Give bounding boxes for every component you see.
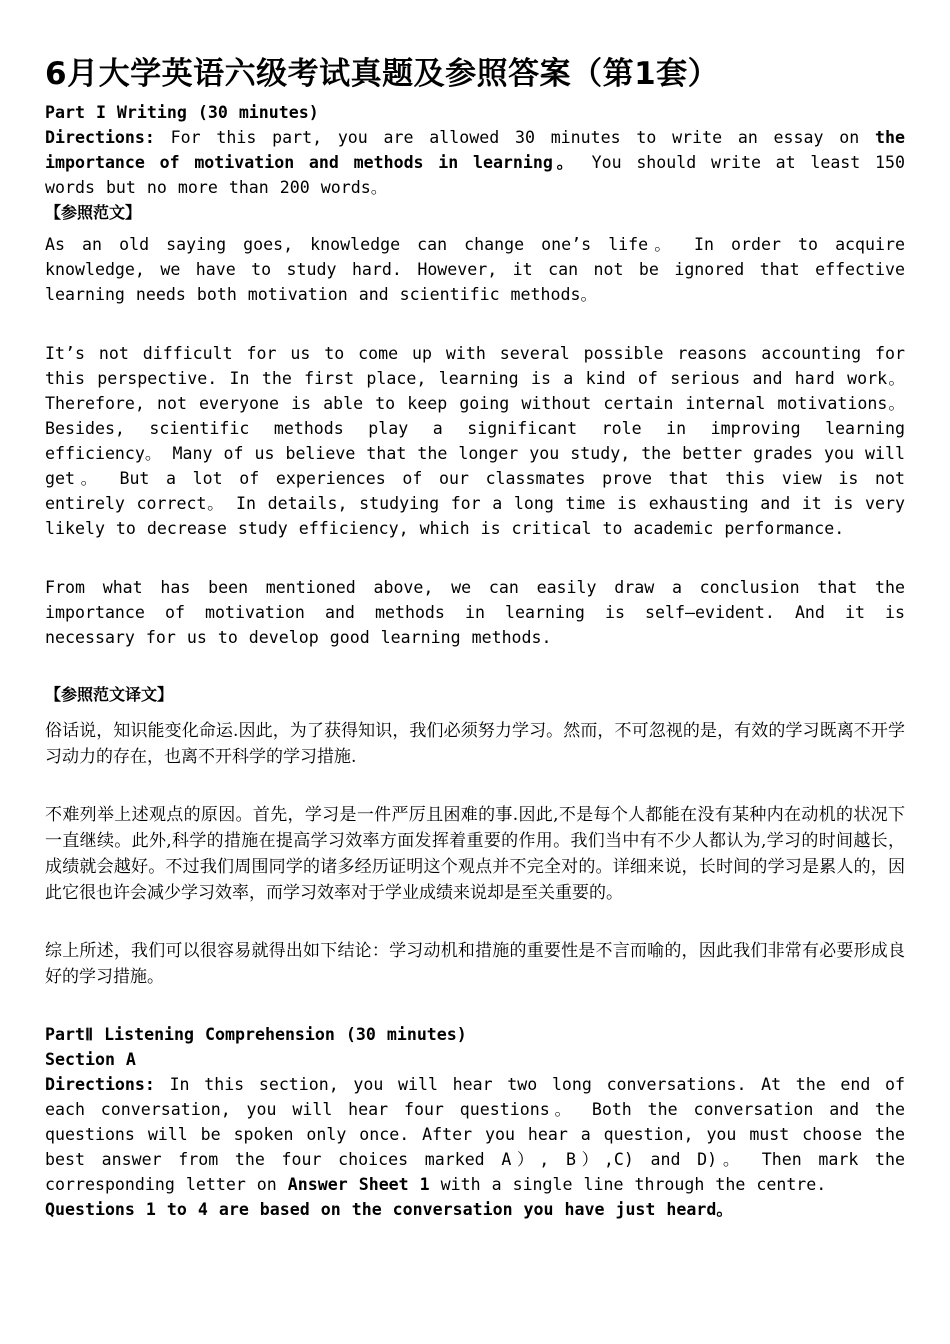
translation-heading: 【参照范文译文】 [45,685,174,704]
sample-essay-heading: 【参照范文】 [45,203,142,222]
part1-directions: Directions: For this part, you are allowed 30 minutes to write an essay on the importance of motivation and methods in learning。 You should write at least 150 words but no more than 200 words。 [45,128,905,197]
answer-sheet-label: Answer Sheet 1 [287,1175,430,1194]
translation-paragraph: 俗话说，知识能变化命运.因此，为了获得知识，我们必须努力学习。然而，不可忽视的是，有效的学习既离不开学习动力的存在，也离不开科学的学习措施. [45,721,905,767]
page-title: 6月大学英语六级考试真题及参照答案（第1套） [45,56,720,92]
translation-paragraph: 综上所述，我们可以很容易就得出如下结论：学习动机和措施的重要性是不言而喻的，因此我们非常有必要形成良好的学习措施。 [45,941,905,987]
essay-paragraph: It’s not difficult for us to come up with several possible reasons accounting for this perspective. In the first place, learning is a kind of serious and hard work。 Therefore, not everyone is able to keep going without certain internal motivations。 Besides, scientific methods play a significant role in improving learning efficiency。 Many of us believe that the longer you study, the better grades you will get。 But a lot of experiences of our classmates prove that this view is not entirely correct。 In details, studying for a long time is exhausting and it is very likely to decrease study efficiency, which is critical to academic performance. [45,344,905,538]
questions-note: Questions 1 to 4 are based on the conversation you have just heard。 [45,1200,733,1219]
section-a-heading: Section A [45,1050,136,1069]
translation-paragraph: 不难列举上述观点的原因。首先，学习是一件严厉且困难的事.因此,不是每个人都能在没有某种内在动机的状况下一直继续。此外,科学的措施在提高学习效率方面发挥着重要的作用。我们当中有不少人都认为,学习的时间越长，成绩就会越好。不过我们周围同学的诸多经历证明这个观点并不完全对的。详细来说，长时间的学习是累人的，因此它很也许会减少学习效率，而学习效率对于学业成绩来说却是至关重要的。 [45,805,905,903]
part2-heading: PartⅡ Listening Comprehension (30 minutes) [45,1025,467,1044]
document-page [45,52,905,1222]
directions-label: Directions: [45,128,155,147]
essay-paragraph: From what has been mentioned above, we can easily draw a conclusion that the importance of motivation and methods in learning is self—evident. And it is necessary for us to develop good learning methods. [45,578,905,647]
directions-label: Directions: [45,1075,155,1094]
essay-topic: the importance of motivation and methods in learning。 [45,128,905,172]
part1-heading: Part I Writing (30 minutes) [45,103,319,122]
essay-paragraph: As an old saying goes, knowledge can change one’s life。 In order to acquire knowledge, we have to study hard. However, it can not be ignored that effective learning needs both motivation and scientific methods。 [45,235,905,304]
part2-directions: Directions: In this section, you will hear two long conversations. At the end of each conversation, you will hear four questions。 Both the conversation and the questions will be spoken only once. After you hear a question, you must choose the best answer from the four choices marked A）, B）,C) and D)。 Then mark the corresponding letter on Answer Sheet 1 with a single line through the centre. [45,1075,905,1194]
